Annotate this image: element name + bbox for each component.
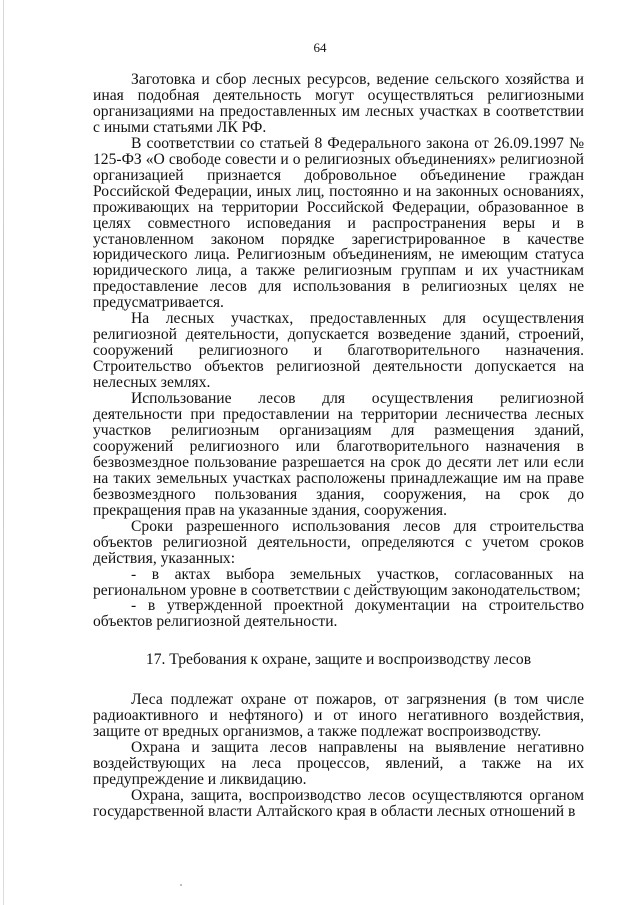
list-item-land-selection-acts: - в актах выбора земельных участков, согласованных на региональном уровне в соответствии с действующим законодательством; <box>93 565 584 599</box>
page-number: 64 <box>313 40 327 55</box>
paragraph-forest-resources: Заготовка и сбор лесных ресурсов, ведение сельского хозяйства и иная подобная деятельность могут осуществляться религиозными организациями на предоставленных им лесных участках в соответствии с иными статьями ЛК РФ. <box>93 71 584 136</box>
paragraph-religious-organization-definition: В соответствии со статьей 8 Федерального закона от 26.09.1997 № 125-ФЗ «О свободе совести и о религиозных объединениях» религиозной организацией признается добровольное объединение граждан Российской Федерации, иных лиц, постоянно и на законных основаниях, проживающих на территории Российской Федерации, образованное в целях совместного исповедания и распространения веры и в установленном законом порядке зарегистрированное в качестве юридического лица. Религиозным объединениям, не имеющим статуса юридического лица, а также религиозным группам и их участникам предоставление лесов для использования в религиозных целях не предусматривается. <box>93 134 584 312</box>
paragraph-responsible-authority: Охрана, защита, воспроизводство лесов осуществляются органом государственной власти Алтайского края в области лесных отношений в <box>93 787 584 820</box>
section-heading: 17. Требования к охране, защите и воспроизводству лесов <box>145 651 532 669</box>
paragraph-construction-allowed: На лесных участках, предоставленных для осуществления религиозной деятельности, допускается возведение зданий, строений, сооружений религиозного и благотворительного назначения. Строительство объектов религиозной деятельности допускается на нелесных землях. <box>93 310 584 392</box>
paragraph-permitted-use-periods: Сроки разрешенного использования лесов для строительства объектов религиозной деятельности, определяются с учетом сроков действия, указанных: <box>93 517 584 567</box>
list-item-project-documentation: - в утвержденной проектной документации на строительство объектов религиозной деятельности. <box>93 597 584 631</box>
paragraph-forest-use-terms: Использование лесов для осуществления религиозной деятельности при предоставлении на территории лесничества лесных участков религиозным организациям для размещения зданий, сооружений религиозного или благотворительного назначения в безвозмездное пользование разрешается на срок до десяти лет или если на таких земельных участках расположены принадлежащие им на праве безвозмездного пользования здания, сооружения, на срок до прекращения прав на указанные здания, сооружения. <box>93 390 584 519</box>
scan-speck <box>180 884 182 886</box>
paragraph-protection-goals: Охрана и защита лесов направлены на выявление негативно воздействующих на леса процессов, явлений, а также на их предупреждение и ликвидацию. <box>93 739 584 789</box>
document-body <box>93 72 584 820</box>
scan-edge-line <box>3 0 4 905</box>
paragraph-forest-protection: Леса подлежат охране от пожаров, от загрязнения (в том числе радиоактивного и нефтяного) и от иного негативного воздействия, защите от вредных организмов, а также подлежат воспроизводству. <box>93 691 584 741</box>
